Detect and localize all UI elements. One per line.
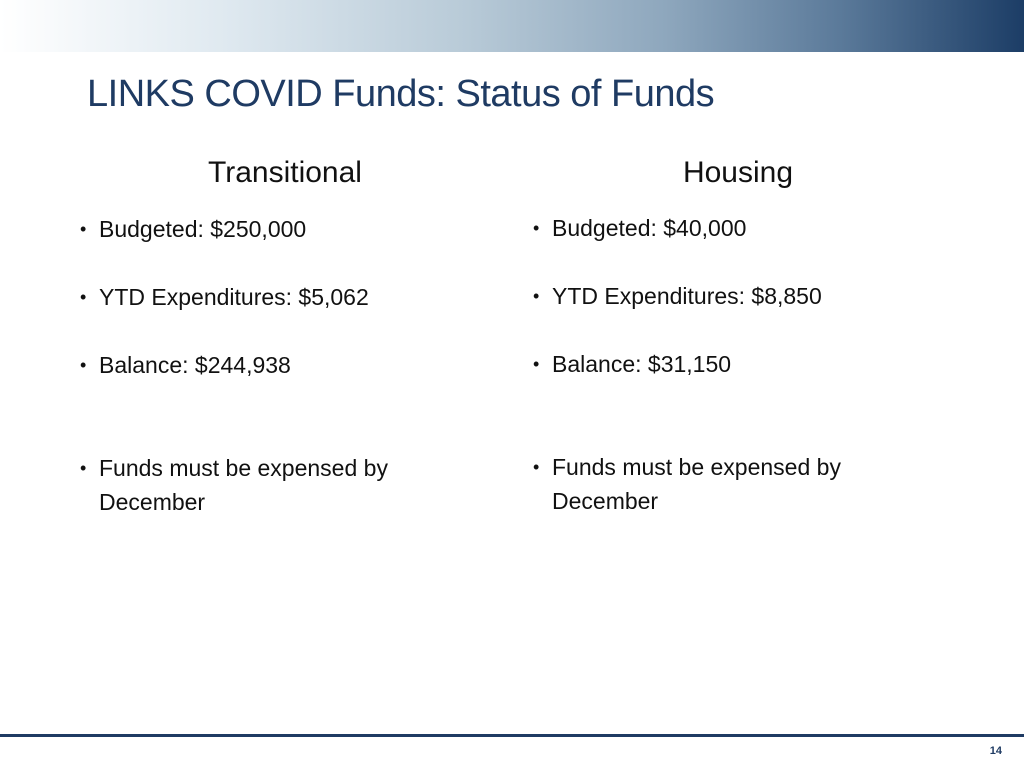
bullet-icon: • [533, 286, 540, 306]
bullet-text: Budgeted: $40,000 [552, 215, 747, 241]
list-item [531, 450, 911, 518]
slide-title: LINKS COVID Funds: Status of Funds [87, 73, 715, 115]
list-item [531, 211, 911, 245]
bullet-icon: • [80, 458, 87, 478]
bullet-icon: • [533, 218, 540, 238]
list-item [531, 279, 911, 313]
list-item [78, 280, 458, 314]
header-gradient-banner [0, 0, 1024, 52]
housing-bullet-list [531, 211, 911, 518]
list-item [78, 451, 458, 519]
list-item [78, 212, 458, 246]
bullet-text: YTD Expenditures: $8,850 [552, 283, 822, 309]
bullet-text: YTD Expenditures: $5,062 [99, 284, 369, 310]
bullet-icon: • [80, 219, 87, 239]
bullet-text: Budgeted: $250,000 [99, 216, 307, 242]
bullet-icon: • [533, 457, 540, 477]
footer-divider [0, 734, 1024, 737]
list-item [531, 347, 911, 381]
bullet-text: Balance: $31,150 [552, 351, 732, 377]
list-item [78, 348, 458, 382]
page-number: 14 [989, 745, 1002, 757]
column-heading-transitional: Transitional [208, 156, 362, 189]
bullet-icon: • [80, 287, 87, 307]
column-heading-housing: Housing [682, 156, 794, 189]
bullet-text: Balance: $244,938 [99, 352, 291, 378]
bullet-icon: • [80, 355, 87, 375]
bullet-text: Funds must be expensed by December [99, 455, 388, 515]
bullet-icon: • [533, 354, 540, 374]
bullet-text: Funds must be expensed by December [552, 454, 841, 514]
transitional-bullet-list [78, 212, 458, 519]
